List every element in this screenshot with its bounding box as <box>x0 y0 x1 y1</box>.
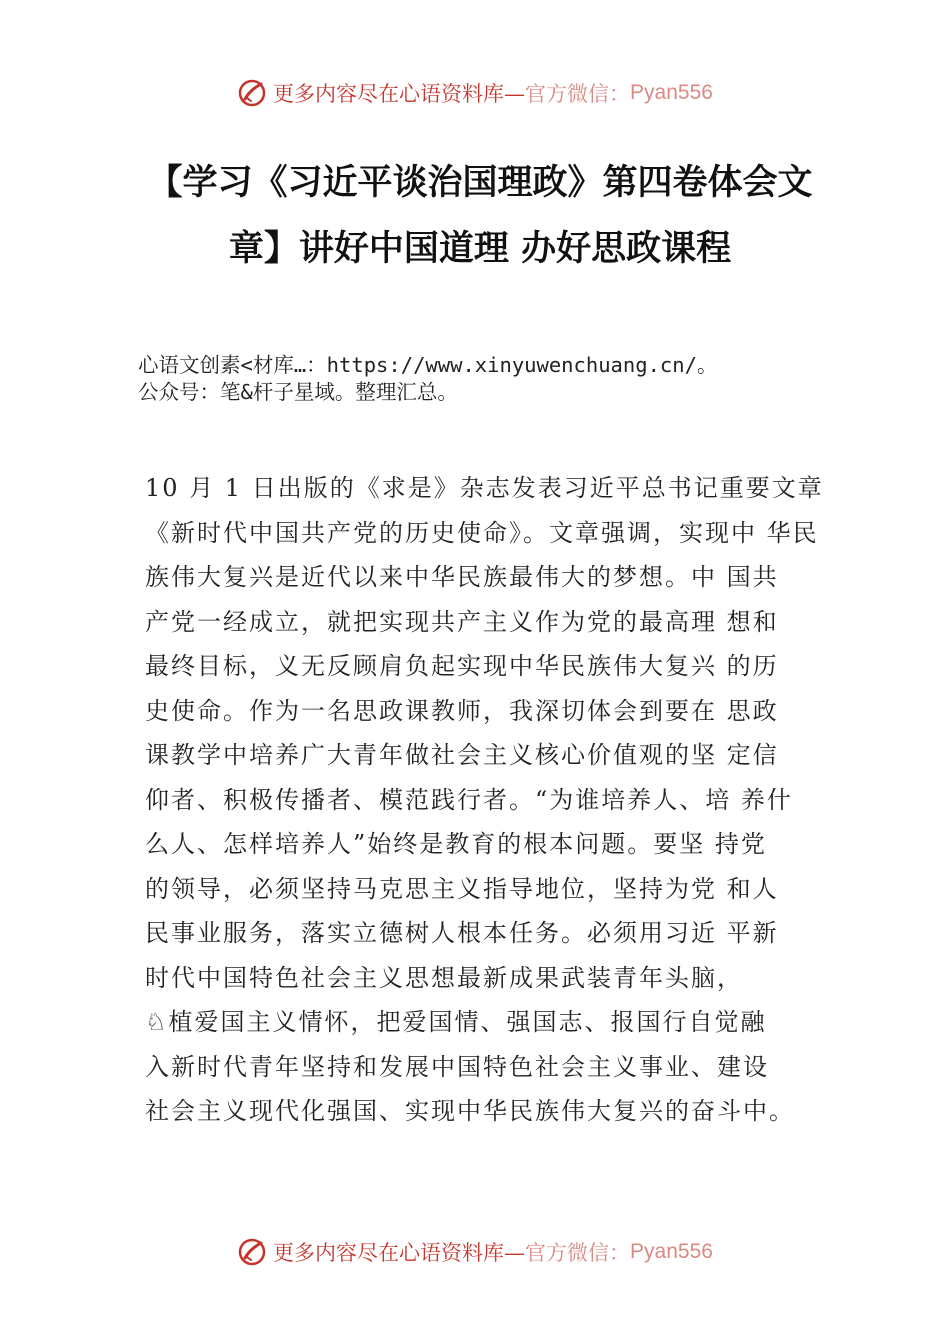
source-note <box>138 352 838 406</box>
banner-wechat-id: Pyan556 <box>630 1240 713 1263</box>
source-line-1: 心语文创素<材库…：https://www.xinyuwenchuang.cn/。 <box>138 353 718 377</box>
body-line: 最终目标，义无反顾肩负起实现中华民族伟大复兴 的历 <box>145 652 779 680</box>
banner-wechat-label: 官方微信： <box>525 82 631 106</box>
source-line-2: 公众号：笔&杆子星域。整理汇总。 <box>138 380 458 404</box>
body-line: 史使命。作为一名思政课教师，我深切体会到要在 思政 <box>145 696 779 725</box>
footer-banner <box>0 1232 950 1272</box>
banner-wechat-id: Pyan556 <box>630 81 713 104</box>
banner-text: 更多内容尽在心语资料库— <box>273 1241 526 1265</box>
body-line: 的领导，必须坚持马克思主义指导地位，坚持为党 和人 <box>145 874 779 903</box>
document-title <box>140 150 820 282</box>
title-line-2: 章】讲好中国道理 办好思政课程 <box>228 229 732 269</box>
body-line: 时代中国特色社会主义思想最新成果武装青年头脑， <box>145 963 743 992</box>
brush-logo-icon <box>237 78 267 108</box>
body-line: 课教学中培养广大青年做社会主义核心价值观的坚 定信 <box>145 741 779 769</box>
brush-logo-icon <box>237 1237 267 1267</box>
body-line: 10 月 1 日出版的《求是》杂志发表习近平总书记重要文章 <box>145 474 824 502</box>
body-line: 民事业服务，落实立德树人根本任务。必须用习近 平新 <box>145 919 779 947</box>
body-line: 入新时代青年坚持和发展中国特色社会主义事业、建设 <box>145 1052 769 1081</box>
title-line-1: 【学习《习近平谈治国理政》第四卷体会文 <box>147 163 813 203</box>
body-paragraph <box>145 466 845 1134</box>
header-banner <box>0 73 950 113</box>
body-line: ♘植爱国主义情怀，把爱国情、强国志、报国行自觉融 <box>145 1008 767 1036</box>
body-line: 产党一经成立，就把实现共产主义作为党的最高理 想和 <box>145 607 779 636</box>
banner-text: 更多内容尽在心语资料库— <box>273 82 526 106</box>
body-line: 族伟大复兴是近代以来中华民族最伟大的梦想。中 国共 <box>145 563 779 591</box>
body-line: 社会主义现代化强国、实现中华民族伟大复兴的奋斗中。 <box>145 1097 795 1125</box>
body-line: 《新时代中国共产党的历史使命》。文章强调，实现中 华民 <box>145 518 819 547</box>
body-line: 仰者、积极传播者、模范践行者。“为谁培养人、培 养什 <box>145 785 793 814</box>
banner-wechat-label: 官方微信： <box>525 1241 631 1265</box>
body-line: 么人、怎样培养人”始终是教育的根本问题。要坚 持党 <box>145 830 767 858</box>
